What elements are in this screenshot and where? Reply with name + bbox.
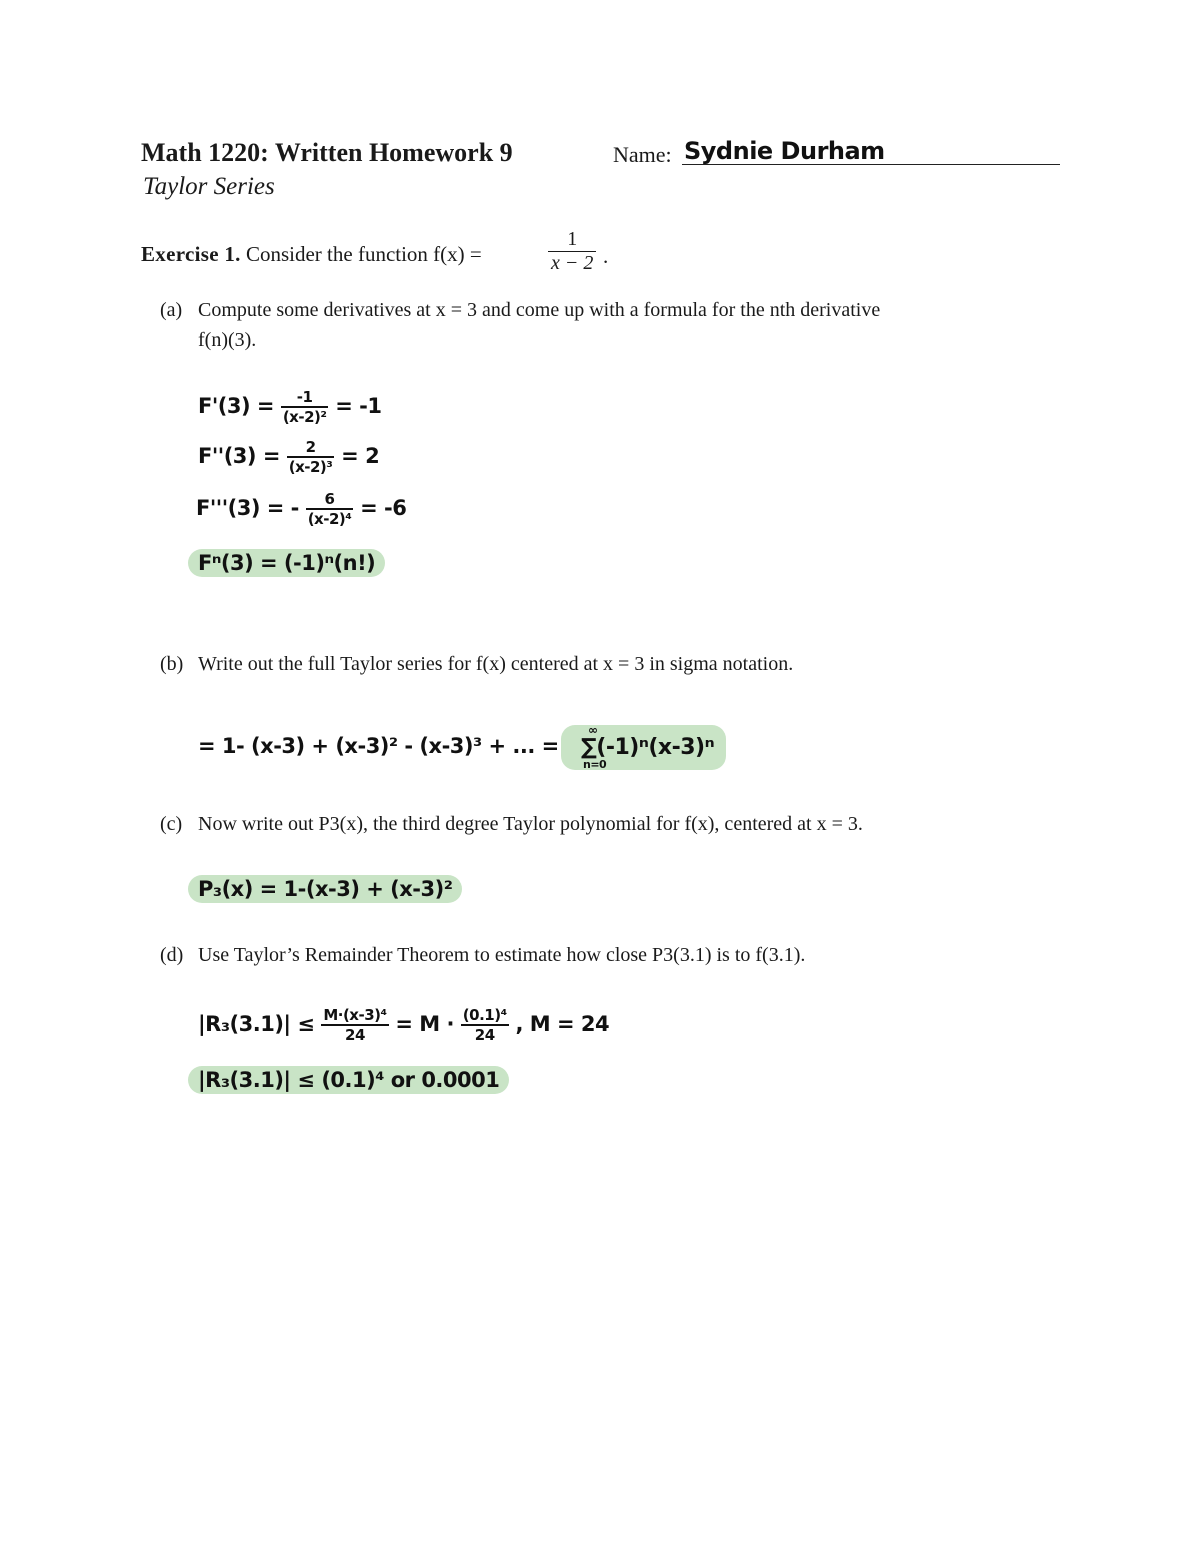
answer-a-second-derivative bbox=[198, 438, 379, 476]
exercise-fraction-numerator: 1 bbox=[548, 228, 596, 252]
answer-a1-numerator: -1 bbox=[281, 388, 329, 408]
answer-a3-numerator: 6 bbox=[306, 490, 354, 510]
exercise-fraction bbox=[548, 228, 596, 275]
answer-d1-denominator-2: 24 bbox=[474, 1026, 495, 1044]
part-c-label: (c) bbox=[160, 813, 183, 835]
answer-d1-numerator: M·(x-3)⁴ bbox=[323, 1006, 387, 1024]
answer-d1-denominator: 24 bbox=[345, 1026, 365, 1044]
part-a-line2: f(n)(3). bbox=[198, 329, 257, 351]
answer-a1-denominator: (x-2)² bbox=[282, 408, 327, 426]
part-c bbox=[160, 813, 863, 836]
answer-a1-left: F'(3) = bbox=[198, 394, 274, 418]
answer-a3-denominator: (x-2)⁴ bbox=[307, 510, 352, 528]
exercise-heading bbox=[141, 242, 482, 267]
answer-a-third-derivative bbox=[196, 490, 406, 528]
answer-a-nth-derivative: Fⁿ(3) = (-1)ⁿ(n!) bbox=[188, 549, 385, 577]
exercise-text: Consider the function f(x) = bbox=[245, 242, 482, 266]
answer-d1-left: |R₃(3.1)| ≤ bbox=[198, 1012, 315, 1036]
answer-a3-right: = -6 bbox=[360, 496, 407, 520]
document-subtitle: Taylor Series bbox=[143, 173, 275, 200]
answer-a2-right: = 2 bbox=[341, 444, 380, 468]
answer-b-series: = 1- (x-3) + (x-3)² - (x-3)³ + ... = bbox=[198, 734, 559, 758]
answer-b-sigma bbox=[561, 725, 726, 770]
exercise-label: Exercise 1. bbox=[141, 242, 241, 266]
answer-b-sigma-expression: ∑(-1)ⁿ(x-3)ⁿ bbox=[581, 735, 715, 760]
part-b-text: Write out the full Taylor series for f(x) centered at x = 3 in sigma notation. bbox=[198, 653, 794, 675]
answer-b-sigma-top: ∞ bbox=[588, 723, 598, 737]
answer-a2-left: F''(3) = bbox=[198, 444, 280, 468]
answer-d1-right: , M = 24 bbox=[515, 1012, 610, 1036]
answer-a2-numerator: 2 bbox=[287, 438, 335, 458]
answer-a2-denominator: (x-2)³ bbox=[288, 458, 333, 476]
answer-a-first-derivative bbox=[198, 388, 381, 426]
name-value: Sydnie Durham bbox=[684, 137, 885, 165]
exercise-fraction-denominator: x − 2 bbox=[551, 252, 594, 274]
part-b bbox=[160, 653, 793, 676]
exercise-period: . bbox=[603, 244, 609, 268]
answer-d1-middle: = M · bbox=[395, 1012, 454, 1036]
name-label: Name: bbox=[613, 142, 672, 167]
part-d bbox=[160, 944, 805, 967]
answer-d-result: |R₃(3.1)| ≤ (0.1)⁴ or 0.0001 bbox=[188, 1066, 509, 1094]
answer-c-polynomial: P₃(x) = 1-(x-3) + (x-3)² bbox=[188, 875, 462, 903]
part-a-label: (a) bbox=[160, 299, 183, 321]
answer-d1-numerator-2: (0.1)⁴ bbox=[462, 1006, 507, 1024]
answer-a1-right: = -1 bbox=[335, 394, 382, 418]
part-a-line1 bbox=[160, 299, 880, 322]
part-b-label: (b) bbox=[160, 653, 184, 675]
document-title: Math 1220: Written Homework 9 bbox=[141, 138, 513, 167]
part-a-text: Compute some derivatives at x = 3 and come up with a formula for the nth derivative bbox=[198, 299, 881, 321]
part-d-label: (d) bbox=[160, 944, 184, 966]
part-c-text: Now write out P3(x), the third degree Taylor polynomial for f(x), centered at x = 3. bbox=[198, 813, 863, 835]
answer-b-sigma-bottom: n=0 bbox=[583, 758, 607, 771]
answer-d-bound bbox=[198, 1006, 609, 1044]
part-d-text: Use Taylor’s Remainder Theorem to estimate how close P3(3.1) is to f(3.1). bbox=[198, 944, 806, 966]
answer-a3-left: F'''(3) = - bbox=[196, 496, 299, 520]
